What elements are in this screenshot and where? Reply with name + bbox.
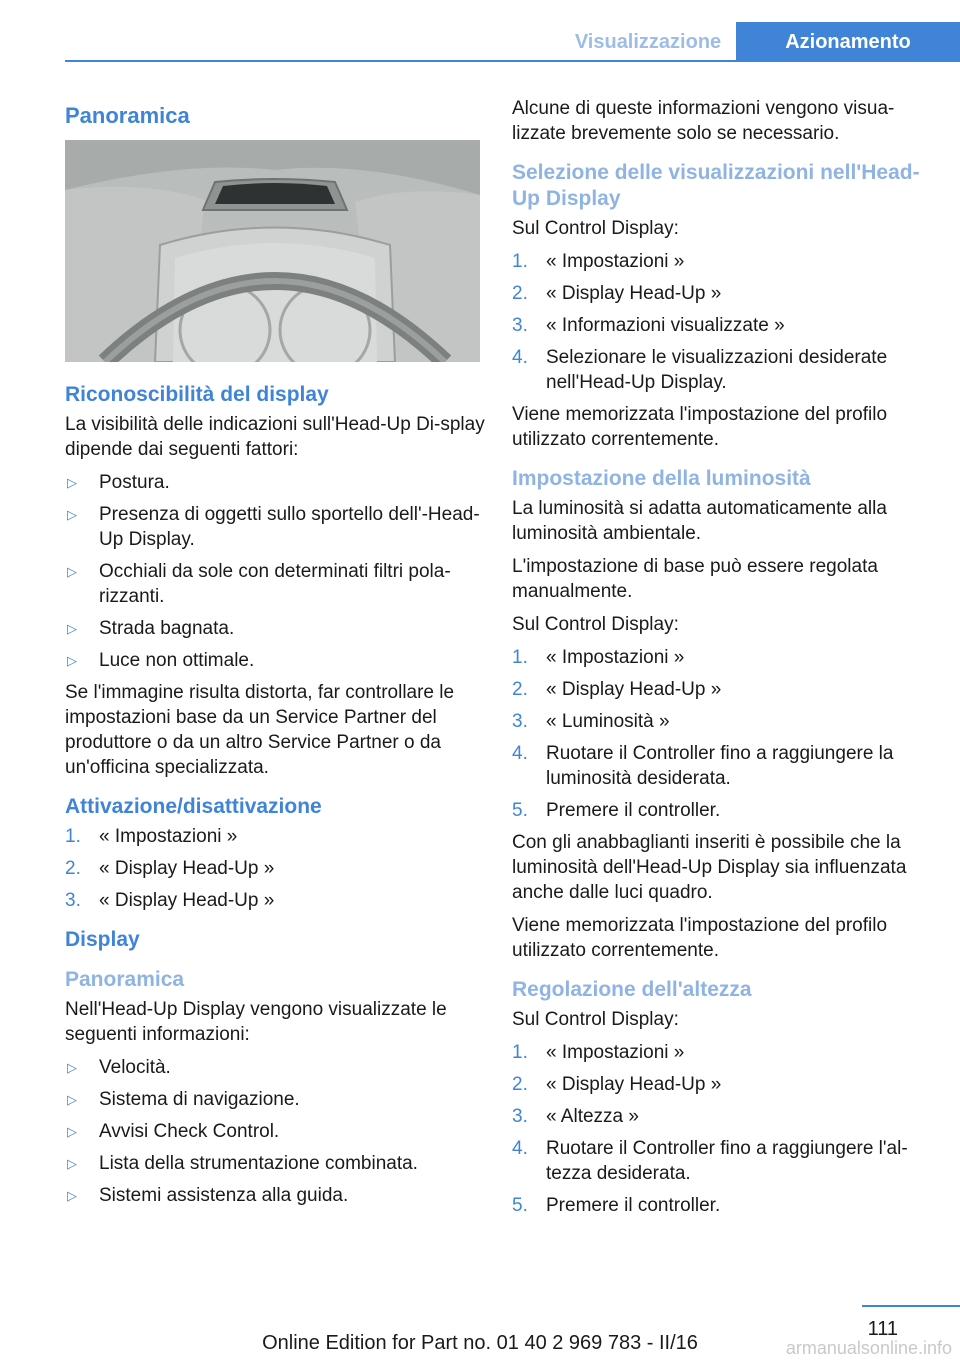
bullet-triangle-icon: ▷ [67,621,77,636]
recognizability-factors [65,470,485,673]
tab-azionamento[interactable]: Azionamento [736,22,960,62]
step-text: Ruotare il Controller fino a raggiungere l'al-tezza desiderata. [546,1138,908,1184]
step-text: « Altezza » [546,1106,639,1127]
list-item [65,1119,485,1144]
bullet-triangle-icon: ▷ [67,1092,77,1107]
heading-display: Display [65,928,140,951]
edition-line: Online Edition for Part no. 01 40 2 969 783 - II/16 [262,1332,698,1354]
display-intro: Nell'Head-Up Display vengono visualizzate le seguenti informazioni: [65,999,447,1045]
selection-note: Viene memorizzata l'impostazione del profilo utilizzato correntemente. [512,404,888,450]
step-number: 5. [512,800,528,821]
brightness-p2: L'impostazione di base può essere regolata manualmente. [512,556,878,602]
step-number: 5. [512,1195,528,1216]
list-item-text: Avvisi Check Control. [99,1121,280,1142]
brightness-note: Viene memorizzata l'impostazione del profilo utilizzato correntemente. [512,915,888,961]
step-number: 1. [512,251,528,272]
step-number: 4. [512,347,528,368]
step-text: Ruotare il Controller fino a raggiungere la luminosità desiderata. [546,743,894,789]
bullet-triangle-icon: ▷ [67,1060,77,1075]
bullet-triangle-icon: ▷ [67,1124,77,1139]
heading-activation: Attivazione/disattivazione [65,795,322,818]
brightness-lead: Sul Control Display: [512,614,679,635]
heading-selection: Selezione delle visualizzazioni nell'Head-Up Display [512,161,920,210]
step-text: « Display Head-Up » [546,679,722,700]
step-text: « Impostazioni » [99,826,238,847]
tab-visualizzazione[interactable]: Visualizzazione [574,31,722,53]
step-text: « Luminosità » [546,711,670,732]
step-text: Premere il controller. [546,800,721,821]
brightness-steps [512,645,932,823]
selection-steps [512,249,932,395]
list-item [512,345,932,395]
step-number: 3. [512,1106,528,1127]
bullet-triangle-icon: ▷ [67,564,77,579]
list-item [512,1136,932,1186]
list-item [512,1072,932,1097]
step-number: 1. [65,826,81,847]
list-item-text: Velocità. [99,1057,171,1078]
list-item [65,1183,485,1208]
list-item [65,1055,485,1080]
height-steps [512,1040,932,1218]
step-text: « Impostazioni » [546,1042,685,1063]
list-item-text: Occhiali da sole con determinati filtri pola-rizzanti. [99,561,451,607]
brightness-p3: Con gli anabbaglianti inseriti è possibile che la luminosità dell'Head-Up Display sia influenzata anche dalle luci quadro. [512,832,907,903]
display-info-list [65,1055,485,1208]
step-number: 3. [512,315,528,336]
list-item [512,1104,932,1129]
right-column [512,96,932,1225]
list-item-text: Sistema di navigazione. [99,1089,300,1110]
bullet-triangle-icon: ▷ [67,653,77,668]
heading-recognizability: Riconoscibilità del display [65,383,329,406]
step-text: « Display Head-Up » [99,858,275,879]
list-item [65,648,485,673]
activation-steps [65,824,485,913]
list-item [512,313,932,338]
step-number: 2. [512,679,528,700]
step-number: 1. [512,647,528,668]
step-number: 2. [512,1074,528,1095]
list-item [65,470,485,495]
list-item [512,677,932,702]
page-number: 111 [867,1318,898,1340]
step-text: « Display Head-Up » [99,890,275,911]
list-item [512,709,932,734]
step-number: 3. [65,890,81,911]
list-item [65,824,485,849]
subheading-panoramica: Panoramica [65,968,185,991]
list-item [65,616,485,641]
step-text: « Informazioni visualizzate » [546,315,785,336]
list-item [512,1193,932,1218]
list-item [512,645,932,670]
list-item [65,502,485,552]
list-item [65,1151,485,1176]
step-number: 1. [512,1042,528,1063]
list-item-text: Lista della strumentazione combinata. [99,1153,418,1174]
step-number: 2. [65,858,81,879]
step-text: « Impostazioni » [546,251,685,272]
step-number: 3. [512,711,528,732]
bullet-triangle-icon: ▷ [67,507,77,522]
bullet-triangle-icon: ▷ [67,1188,77,1203]
list-item-text: Strada bagnata. [99,618,235,639]
dashboard-drawing [65,140,480,362]
section-title-panoramica: Panoramica [65,103,190,128]
list-item [65,888,485,913]
list-item [65,1087,485,1112]
list-item [512,798,932,823]
list-item-text: Luce non ottimale. [99,650,255,671]
list-item [512,249,932,274]
heading-brightness: Impostazione della luminosità [512,467,811,490]
height-lead: Sul Control Display: [512,1009,679,1030]
recognizability-note: Se l'immagine risulta distorta, far controllare le impostazioni base da un Service Partner del produttore o da un altro Service Partner o da un'officina specializzata. [65,682,455,778]
selection-lead: Sul Control Display: [512,218,679,239]
list-item [512,281,932,306]
list-item-text: Presenza di oggetti sullo sportello dell'-Head-Up Display. [99,504,480,550]
list-item [512,1040,932,1065]
step-number: 4. [512,743,528,764]
step-number: 2. [512,283,528,304]
right-intro: Alcune di queste informazioni vengono visua-lizzate brevemente solo se necessario. [512,98,895,144]
list-item [65,856,485,881]
step-text: « Display Head-Up » [546,283,722,304]
step-text: « Impostazioni » [546,647,685,668]
bullet-triangle-icon: ▷ [67,475,77,490]
list-item-text: Sistemi assistenza alla guida. [99,1185,349,1206]
step-text: « Display Head-Up » [546,1074,722,1095]
list-item [65,559,485,609]
step-text: Selezionare le visualizzazioni desiderate nell'Head-Up Display. [546,347,888,393]
list-item-text: Postura. [99,472,170,493]
recognizability-intro: La visibilità delle indicazioni sull'Head-Up Di-splay dipende dai seguenti fattori: [65,414,485,460]
header-rule [65,60,960,62]
heading-height: Regolazione dell'altezza [512,978,752,1001]
watermark: armanualsonline.info [785,1338,952,1358]
left-column [65,96,485,1215]
bullet-triangle-icon: ▷ [67,1156,77,1171]
brightness-p1: La luminosità si adatta automaticamente alla luminosità ambientale. [512,498,887,544]
step-text: Premere il controller. [546,1195,721,1216]
footer-rule [862,1305,960,1307]
step-number: 4. [512,1138,528,1159]
list-item [512,741,932,791]
hud-illustration [65,140,480,362]
